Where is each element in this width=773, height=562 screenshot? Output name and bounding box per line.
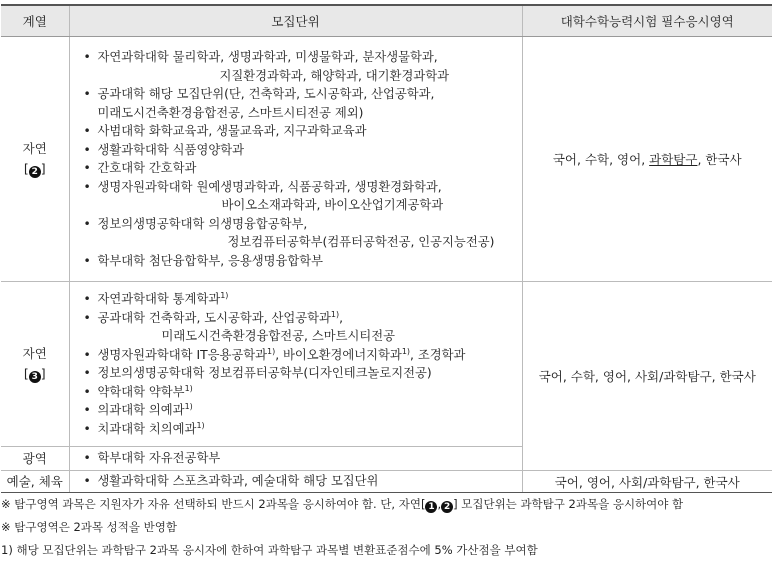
table-row bbox=[1, 282, 772, 447]
areas-cell: 국어, 영어, 사회/과학탐구, 한국사 bbox=[522, 471, 772, 493]
list-item: • 학부대학 자유전공학부 bbox=[83, 451, 221, 466]
note-1: ※ 탐구영역 과목은 지원자가 자유 선택하되 반드시 2과목을 응시하여야 함. 단, 자연[ 1 , 2 ] 모집단위는 과학탐구 2과목을 응시하여야 함 bbox=[1, 497, 684, 512]
number-2-badge: 2 bbox=[29, 166, 41, 178]
list-item: • 정보의생명공학대학 정보컴퓨터공학부(디자인테크놀로지전공) bbox=[83, 366, 432, 380]
note-2: ※ 탐구영역은 2과목 성적을 반영함 bbox=[1, 520, 177, 534]
list-item: • 공과대학 해당 모집단위(단, 건축학과, 도시공학과, 산업공학과, 미래도시건축환경융합전공, 스마트시티전공 제외) bbox=[83, 87, 435, 120]
unit-list bbox=[84, 48, 522, 270]
list-item: • 생명자원과학대학 IT응용공학과$^{1)}$, 바이오환경에너지학과$^{1)}$, 조경학과 bbox=[83, 346, 466, 362]
list-item: • 자연과학대학 통계학과$^{1)}$ bbox=[83, 291, 229, 306]
list-item: • 치과대학 치의예과$^{1)}$ bbox=[83, 420, 205, 436]
unit-list bbox=[84, 449, 522, 468]
units-cell bbox=[69, 37, 522, 282]
number-2-badge: 2 bbox=[441, 501, 453, 513]
header-category: 계열 bbox=[1, 5, 69, 37]
list-item: • 생활과학대학 스포츠과학과, 예술대학 해당 모집단위 bbox=[83, 474, 379, 489]
list-item: • 생명자원과학대학 원예생명과학과, 식품공학과, 생명환경화학과, 바이오소재과학과, 바이오산업기계공학과 bbox=[83, 179, 444, 212]
units-cell bbox=[69, 471, 522, 493]
unit-list bbox=[84, 472, 522, 491]
table-header-row bbox=[1, 5, 772, 37]
header-areas: 대학수학능력시험 필수응시영역 bbox=[522, 5, 772, 37]
list-item: • 생활과학대학 식품영양학과 bbox=[83, 142, 244, 157]
table-row bbox=[1, 37, 772, 282]
unit-list bbox=[84, 290, 522, 438]
list-item: • 공과대학 건축학과, 도시공학과, 산업공학과$^{1)}$, 미래도시건축환경융합전공, 스마트시티전공 bbox=[83, 309, 396, 343]
areas-cell: 국어, 수학, 영어, 사회/과학탐구, 한국사 bbox=[522, 282, 772, 471]
footnotes bbox=[1, 493, 772, 562]
list-item: • 자연과학대학 물리학과, 생명과학과, 미생물학과, 분자생물학과, 지질환경과학과, 해양학과, 대기환경과학과 bbox=[83, 50, 449, 83]
note-3: 1) 해당 모집단위는 과학탐구 2과목 응시자에 한하여 과학탐구 과목별 변환표준점수에 5% 가산점을 부여함 bbox=[1, 543, 538, 557]
units-cell bbox=[69, 282, 522, 447]
category-cell: 예술, 체육 bbox=[1, 471, 69, 493]
list-item: • 약학대학 약학부$^{1)}$ bbox=[83, 383, 193, 399]
science-underlined: 과학탐구 bbox=[649, 152, 698, 167]
header-units: 모집단위 bbox=[69, 5, 522, 37]
areas-cell: 국어, 수학, 영어, 과학탐구, 한국사 bbox=[522, 37, 772, 282]
list-item: • 정보의생명공학대학 의생명융합공학부, 정보컴퓨터공학부(컴퓨터공학전공, 인공지능전공) bbox=[83, 216, 495, 249]
category-cell: 광역 bbox=[1, 447, 69, 471]
list-item: • 사범대학 화학교육과, 생물교육과, 지구과학교육과 bbox=[83, 124, 367, 138]
number-3-badge: 3 bbox=[29, 371, 41, 383]
list-item: • 학부대학 첨단융합학부, 응용생명융합학부 bbox=[83, 253, 324, 268]
table-row bbox=[1, 471, 772, 493]
number-1-badge: 1 bbox=[425, 501, 437, 513]
category-label: 자연 bbox=[22, 141, 47, 156]
list-item: • 간호대학 간호학과 bbox=[83, 161, 197, 175]
units-cell bbox=[69, 447, 522, 471]
category-label: 자연 bbox=[22, 346, 47, 361]
category-cell: 자연 [ 2 ] bbox=[1, 37, 69, 282]
requirements-table bbox=[1, 4, 772, 493]
list-item: • 의과대학 의예과$^{1)}$ bbox=[83, 402, 193, 417]
category-cell: 자연 [ 3 ] bbox=[1, 282, 69, 447]
